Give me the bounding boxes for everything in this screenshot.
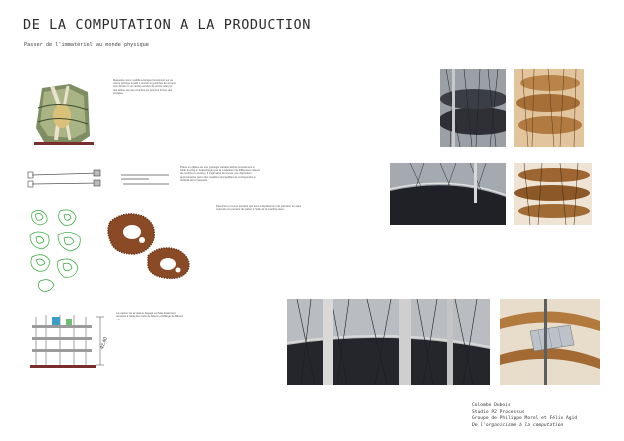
credits-studio: Studio P2 Processus bbox=[472, 409, 525, 415]
model-render bbox=[30, 78, 98, 148]
wire-drawing-right bbox=[119, 170, 171, 188]
credits-project: De l'organicisme à la computation bbox=[472, 422, 564, 428]
assembly-caption: La maison est la vitaque dégagé est faite finalement mesurée à l'aide des outils de label à «Ouillinge de Bltroco ...» bbox=[116, 312, 184, 322]
credits-author: Colombe Dubois bbox=[472, 403, 511, 408]
green-plate-drawing bbox=[26, 205, 88, 295]
plates-caption: Planchers et cuivre pendant que seul a déplacement de précision en étant exécutés sur perrière de cartier à l'aide de la machine laser. bbox=[216, 205, 302, 212]
photo-wood-mesh bbox=[500, 299, 600, 385]
photo-large-render bbox=[287, 299, 490, 385]
photo-curved-floor bbox=[390, 163, 506, 225]
wire-drawing-left bbox=[26, 168, 104, 190]
wood-plates bbox=[104, 210, 194, 282]
photo-wood-tower bbox=[514, 69, 584, 147]
page-subtitle: Passer de l'immatériel au monde physique bbox=[24, 42, 149, 48]
model-caption: Maquette cuivre modifié ectotique fonctionnel sur sa même principe le lieth s ouvrièr et gutuches de surnom som dimbé en un certain nombre de points relié par des débris ces des couches qui peuvent former des surfaces. bbox=[113, 79, 177, 95]
photo-wood-rings bbox=[514, 163, 592, 225]
dimension-label: 42.40 bbox=[99, 336, 109, 351]
wires-caption: Piliers en câbles est une typologie variable définie précisément à l'aide du plug-in Grasshopper par la modulation de différentes valeurs de courbes en cuivres. Il s'agit alors de trouver une disposition approximative parmi des modèles susceptibles de correspondre à l'échelle de la maquette. bbox=[180, 166, 260, 182]
credits-group: Groupe de Philippe Morel et Félix Agid bbox=[472, 416, 578, 422]
photo-spiral-dark bbox=[440, 69, 506, 147]
credits-block bbox=[472, 403, 577, 429]
page-title: DE LA COMPUTATION A LA PRODUCTION bbox=[23, 17, 312, 33]
